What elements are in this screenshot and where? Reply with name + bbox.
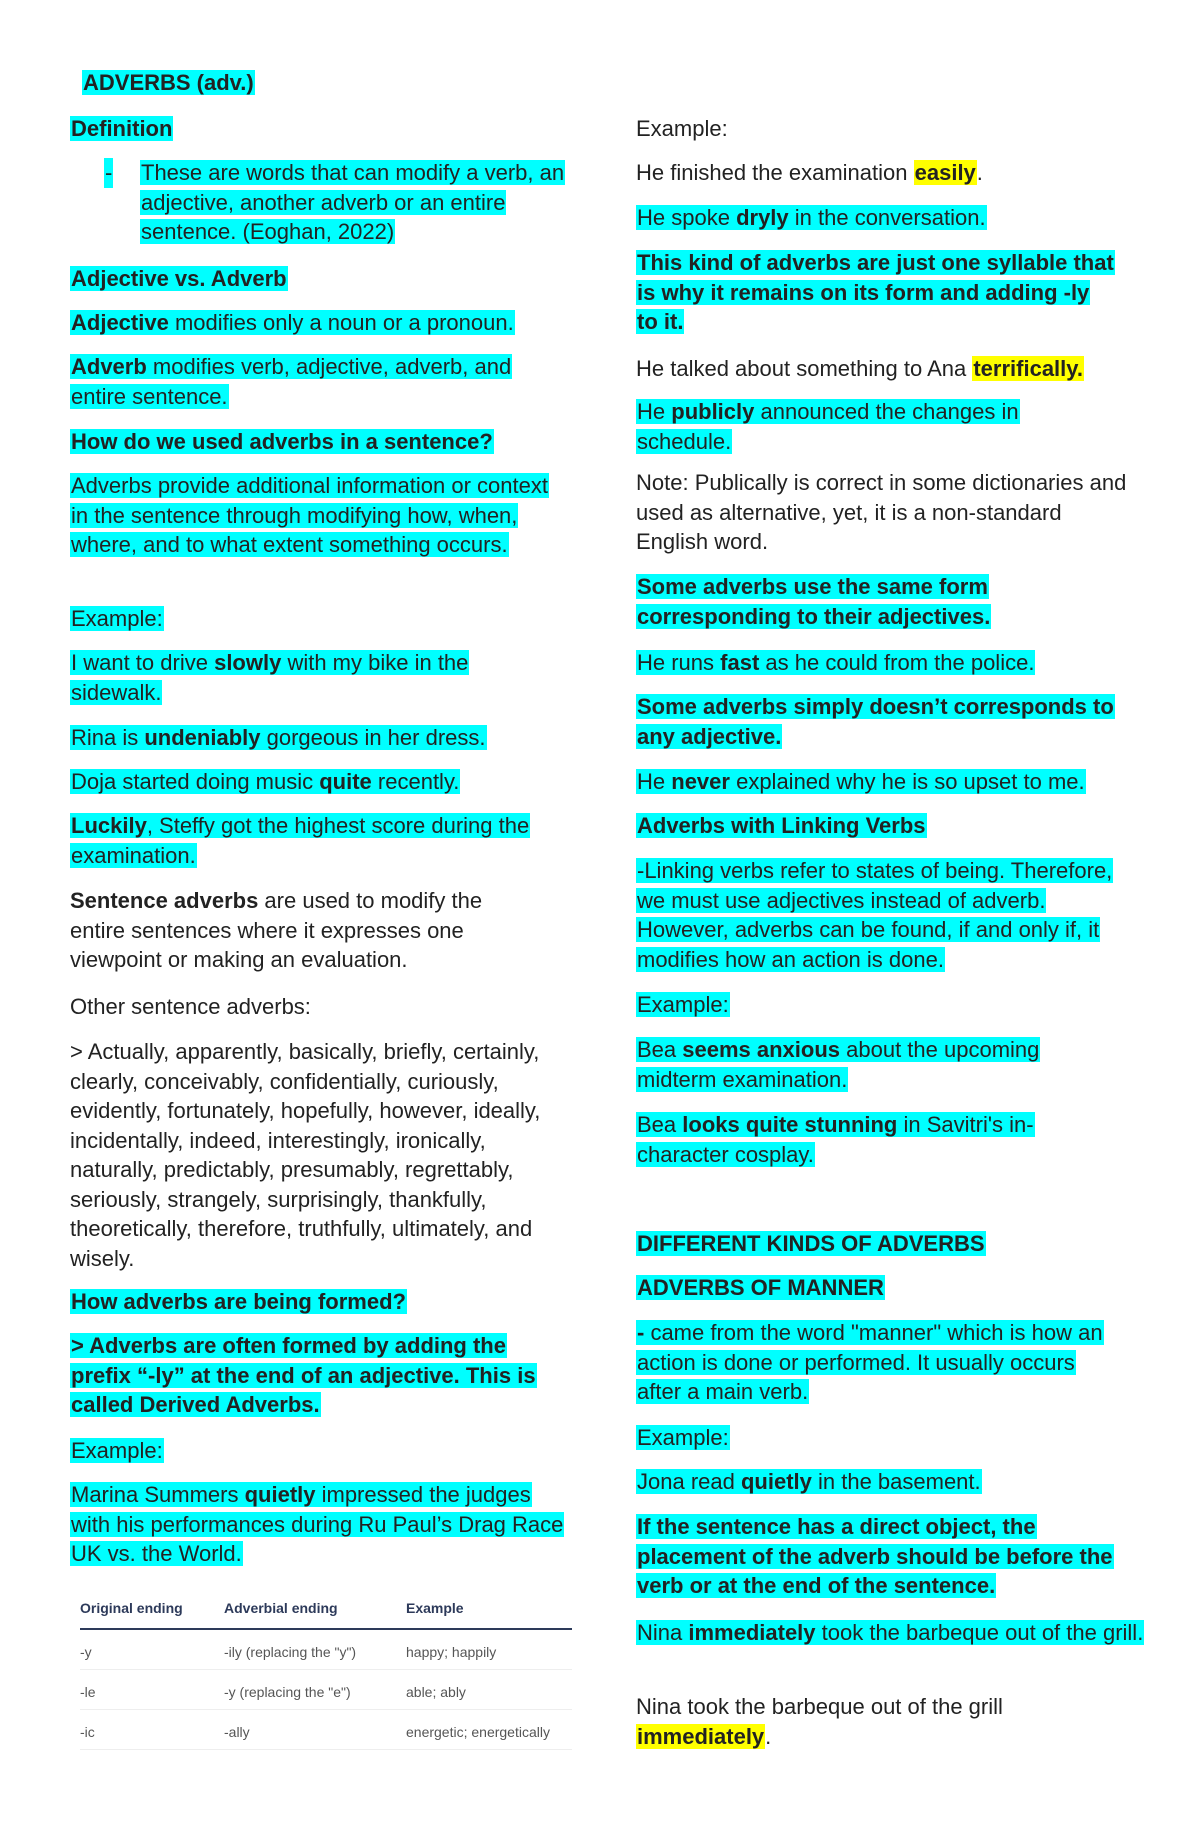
example-label: Example: <box>71 606 163 631</box>
table-cell: happy; happily <box>406 1629 572 1670</box>
one-syllable-note: This kind of adverbs are just one syllable that is why it remains on its form and adding -ly to it. <box>637 250 1114 334</box>
formed-text: > Adverbs are often formed by adding the prefix “-ly” at the end of an adjective. This is called Derived Adverbs. <box>71 1333 536 1417</box>
bullet-dash: - <box>104 158 113 188</box>
table-cell: energetic; energetically <box>406 1710 572 1750</box>
adverb-line: Adverb modifies verb, adjective, adverb, and entire sentence. <box>71 354 512 409</box>
adjective-line: Adjective modifies only a noun or a pronoun. <box>71 310 514 335</box>
example-never: He never explained why he is so upset to me. <box>637 769 1085 794</box>
example-publicly: He publicly announced the changes in schedule. <box>637 399 1019 454</box>
sentence-adverbs-list: > Actually, apparently, basically, briefly, certainly, clearly, conceivably, confidentially, curiously, evidently, fortunately, hopefully, however, ideally, incidentally, indeed, interestingly, ironically, naturally, predictably, presumably, regrettably, seriously, strangely, surprisingly, thankfully, theoretically, therefore, truthfully, ultimately, and wisely. <box>70 1039 541 1271</box>
page-title: ADVERBS (adv.) <box>83 70 254 95</box>
how-formed-heading: How adverbs are being formed? <box>71 1289 406 1314</box>
example-terrifically: He talked about something to Ana terrifically. <box>636 356 1083 381</box>
table-cell: able; ably <box>406 1670 572 1710</box>
example-label-r2: Example: <box>637 992 729 1017</box>
example-nina-1: Nina immediately took the barbeque out of the grill. <box>637 1620 1144 1645</box>
manner-heading: ADVERBS OF MANNER <box>637 1275 884 1300</box>
example-label-2: Example: <box>71 1438 163 1463</box>
linking-verbs-text: -Linking verbs refer to states of being. Therefore, we must use adjectives instead of adverb. However, adverbs can be found, if and only if, it modifies how an action is done. <box>637 858 1113 972</box>
manner-text: - came from the word "manner" which is how an action is done or performed. It usually occurs after a main verb. <box>637 1320 1103 1404</box>
no-adjective-heading: Some adverbs simply doesn’t corresponds to any adjective. <box>637 694 1114 749</box>
other-sentence-adverbs: Other sentence adverbs: <box>70 994 311 1019</box>
table-cell: -ily (replacing the "y") <box>224 1629 406 1670</box>
example-quite: Doja started doing music quite recently. <box>71 769 460 794</box>
example-easily: He finished the examination easily. <box>636 160 983 185</box>
table-header-row <box>80 1592 572 1629</box>
example-fast: He runs fast as he could from the police. <box>637 650 1035 675</box>
endings-table <box>80 1592 572 1750</box>
table-cell: -ally <box>224 1710 406 1750</box>
table-header: Example <box>406 1592 572 1629</box>
table-cell: -y (replacing the "e") <box>224 1670 406 1710</box>
table-row <box>80 1710 572 1750</box>
different-kinds-heading: DIFFERENT KINDS OF ADVERBS <box>637 1231 985 1256</box>
sentence-adverbs-text: Sentence adverbs are used to modify the entire sentences where it expresses one viewpoint or making an evaluation. <box>70 888 483 972</box>
direct-object-heading: If the sentence has a direct object, the placement of the adverb should be before the verb or at the end of the sentence. <box>637 1514 1113 1598</box>
definition-heading: Definition <box>71 116 173 141</box>
adj-vs-adv-heading: Adjective vs. Adverb <box>71 266 287 291</box>
example-label-r3: Example: <box>637 1425 729 1450</box>
definition-text: These are words that can modify a verb, an adjective, another adverb or an entire sentence. (Eoghan, 2022) <box>141 160 565 244</box>
table-row <box>80 1629 572 1670</box>
table-cell: -y <box>80 1629 224 1670</box>
how-used-text: Adverbs provide additional information or context in the sentence through modifying how, when, where, and to what extent something occurs. <box>71 473 548 557</box>
table-cell: -le <box>80 1670 224 1710</box>
example-stunning: Bea looks quite stunning in Savitri's in-character cosplay. <box>637 1112 1034 1167</box>
example-slowly: I want to drive slowly with my bike in the sidewalk. <box>71 650 469 705</box>
publically-note: Note: Publically is correct in some dictionaries and used as alternative, yet, it is a non-standard English word. <box>636 470 1127 554</box>
table-header: Adverbial ending <box>224 1592 406 1629</box>
example-dryly: He spoke dryly in the conversation. <box>637 205 986 230</box>
example-marina: Marina Summers quietly impressed the judges with his performances during Ru Paul’s Drag Race UK vs. the World. <box>71 1482 564 1566</box>
example-label-r1: Example: <box>636 116 728 141</box>
table-header: Original ending <box>80 1592 224 1629</box>
example-luckily: Luckily, Steffy got the highest score during the examination. <box>71 813 530 868</box>
example-jona: Jona read quietly in the basement. <box>637 1469 981 1494</box>
table-cell: -ic <box>80 1710 224 1750</box>
how-used-heading: How do we used adverbs in a sentence? <box>71 429 493 454</box>
table-row <box>80 1670 572 1710</box>
example-nina-2: Nina took the barbeque out of the grill immediately. <box>636 1694 1003 1749</box>
same-form-heading: Some adverbs use the same form corresponding to their adjectives. <box>637 574 991 629</box>
example-anxious: Bea seems anxious about the upcoming midterm examination. <box>637 1037 1040 1092</box>
linking-verbs-heading: Adverbs with Linking Verbs <box>637 813 926 838</box>
example-undeniably: Rina is undeniably gorgeous in her dress. <box>71 725 486 750</box>
